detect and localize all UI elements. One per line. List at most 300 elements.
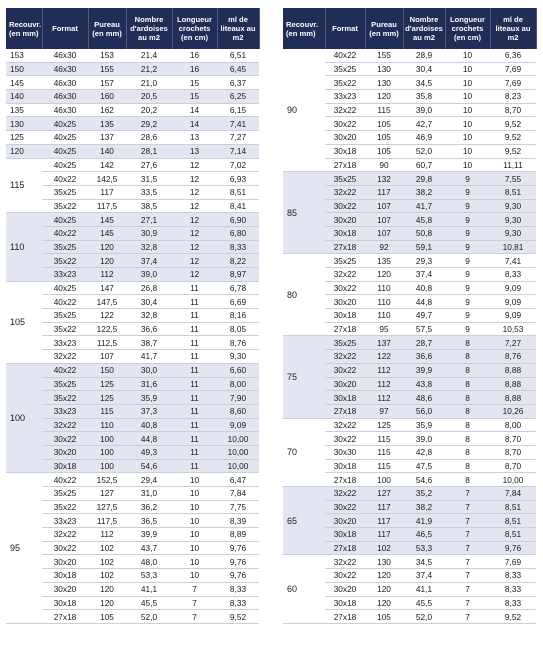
ml-liteaux-cell: 9,30 (490, 213, 536, 227)
format-cell: 35x22 (42, 254, 88, 268)
nombre-ardoises-cell: 41,1 (403, 582, 445, 596)
nombre-ardoises-cell: 53,3 (126, 569, 172, 583)
ml-liteaux-cell: 8,33 (490, 596, 536, 610)
ml-liteaux-cell: 8,23 (490, 90, 536, 104)
pureau-cell: 102 (88, 569, 126, 583)
nombre-ardoises-cell: 46,9 (403, 131, 445, 145)
format-cell: 27x18 (325, 158, 365, 172)
recouvrement-cell: 95 (6, 473, 42, 624)
format-cell: 27x18 (325, 404, 365, 418)
format-cell: 46x30 (42, 62, 88, 76)
ml-liteaux-cell: 8,51 (490, 500, 536, 514)
slate-table-left (6, 8, 260, 624)
pureau-cell: 100 (365, 473, 403, 487)
recouvrement-cell: 125 (6, 131, 42, 145)
longueur-crochets-cell: 10 (445, 103, 490, 117)
header-recouvrement: Recouvr. (en mm) (283, 8, 325, 49)
nombre-ardoises-cell: 30,0 (126, 363, 172, 377)
longueur-crochets-cell: 10 (445, 76, 490, 90)
longueur-crochets-cell: 7 (445, 541, 490, 555)
header-longueur-crochets: Longueur crochets (en cm) (445, 8, 490, 49)
longueur-crochets-cell: 11 (172, 391, 217, 405)
pureau-cell: 120 (88, 582, 126, 596)
ml-liteaux-cell: 9,76 (217, 569, 259, 583)
nombre-ardoises-cell: 45,5 (126, 596, 172, 610)
nombre-ardoises-cell: 54,6 (403, 473, 445, 487)
nombre-ardoises-cell: 33,5 (126, 185, 172, 199)
format-cell: 33x23 (42, 514, 88, 528)
pureau-cell: 120 (365, 90, 403, 104)
ml-liteaux-cell: 7,27 (490, 336, 536, 350)
pureau-cell: 120 (88, 596, 126, 610)
longueur-crochets-cell: 7 (445, 487, 490, 501)
ml-liteaux-cell: 7,69 (490, 62, 536, 76)
table-row (283, 336, 536, 350)
ml-liteaux-cell: 9,76 (490, 541, 536, 555)
recouvrement-cell: 90 (283, 49, 325, 172)
format-cell: 33x23 (325, 90, 365, 104)
format-cell: 30x22 (42, 541, 88, 555)
longueur-crochets-cell: 9 (445, 199, 490, 213)
table-row (6, 582, 259, 596)
nombre-ardoises-cell: 59,1 (403, 240, 445, 254)
format-cell: 32x22 (325, 350, 365, 364)
pureau-cell: 122,5 (88, 322, 126, 336)
nombre-ardoises-cell: 29,8 (403, 172, 445, 186)
longueur-crochets-cell: 8 (445, 473, 490, 487)
pureau-cell: 153 (88, 49, 126, 62)
format-cell: 40x22 (42, 172, 88, 186)
nombre-ardoises-cell: 49,3 (126, 445, 172, 459)
format-cell: 30x20 (325, 514, 365, 528)
format-cell: 30x22 (325, 500, 365, 514)
format-cell: 35x25 (325, 62, 365, 76)
nombre-ardoises-cell: 32,8 (126, 240, 172, 254)
table-row (283, 254, 536, 268)
ml-liteaux-cell: 9,30 (217, 350, 259, 364)
ml-liteaux-cell: 7,41 (217, 117, 259, 131)
ml-liteaux-cell: 8,89 (217, 528, 259, 542)
ml-liteaux-cell: 8,70 (490, 103, 536, 117)
nombre-ardoises-cell: 36,2 (126, 500, 172, 514)
ml-liteaux-cell: 10,00 (490, 473, 536, 487)
nombre-ardoises-cell: 42,7 (403, 117, 445, 131)
format-cell: 35x22 (42, 391, 88, 405)
pureau-cell: 147,5 (88, 295, 126, 309)
pureau-cell: 90 (365, 158, 403, 172)
longueur-crochets-cell: 9 (445, 185, 490, 199)
format-cell: 40x25 (42, 131, 88, 145)
nombre-ardoises-cell: 42,8 (403, 445, 445, 459)
format-cell: 30x20 (325, 213, 365, 227)
pureau-cell: 100 (88, 459, 126, 473)
pureau-cell: 120 (365, 582, 403, 596)
ml-liteaux-cell: 8,60 (217, 404, 259, 418)
ml-liteaux-cell: 8,70 (490, 459, 536, 473)
format-cell: 30x18 (42, 569, 88, 583)
recouvrement-cell: 150 (6, 62, 42, 76)
ml-liteaux-cell: 8,33 (217, 240, 259, 254)
pureau-cell: 125 (88, 377, 126, 391)
nombre-ardoises-cell: 32,8 (126, 309, 172, 323)
format-cell: 46x30 (42, 76, 88, 90)
ml-liteaux-cell: 8,39 (217, 514, 259, 528)
nombre-ardoises-cell: 52,0 (403, 610, 445, 624)
format-cell: 40x22 (42, 226, 88, 240)
table-row (6, 363, 259, 377)
format-cell: 35x22 (42, 500, 88, 514)
header-nombre-ardoises: Nombre d'ardoises au m2 (126, 8, 172, 49)
table-row (6, 49, 259, 62)
pureau-cell: 162 (88, 103, 126, 117)
pureau-cell: 95 (365, 322, 403, 336)
format-cell: 27x18 (325, 240, 365, 254)
pureau-cell: 107 (365, 226, 403, 240)
longueur-crochets-cell: 12 (172, 199, 217, 213)
longueur-crochets-cell: 8 (445, 432, 490, 446)
nombre-ardoises-cell: 41,7 (403, 199, 445, 213)
nombre-ardoises-cell: 38,2 (403, 500, 445, 514)
nombre-ardoises-cell: 39,0 (403, 432, 445, 446)
pureau-cell: 105 (365, 610, 403, 624)
recouvrement-cell: 70 (283, 418, 325, 486)
pureau-cell: 110 (365, 309, 403, 323)
ml-liteaux-cell: 8,88 (490, 391, 536, 405)
header-format: Format (42, 8, 88, 49)
pureau-cell: 115 (365, 445, 403, 459)
pureau-cell: 112 (88, 528, 126, 542)
ml-liteaux-cell: 9,76 (217, 555, 259, 569)
recouvrement-cell: 65 (283, 487, 325, 555)
nombre-ardoises-cell: 45,8 (403, 213, 445, 227)
format-cell: 30x22 (325, 117, 365, 131)
longueur-crochets-cell: 10 (172, 528, 217, 542)
longueur-crochets-cell: 10 (445, 62, 490, 76)
pureau-cell: 120 (365, 596, 403, 610)
table-row (6, 268, 259, 282)
format-cell: 40x25 (42, 213, 88, 227)
longueur-crochets-cell: 12 (172, 213, 217, 227)
format-cell: 30x22 (325, 569, 365, 583)
nombre-ardoises-cell: 38,7 (126, 336, 172, 350)
nombre-ardoises-cell: 52,0 (403, 144, 445, 158)
ml-liteaux-cell: 9,52 (490, 610, 536, 624)
header-pureau: Pureau (en mm) (88, 8, 126, 49)
longueur-crochets-cell: 9 (445, 226, 490, 240)
pureau-cell: 120 (365, 268, 403, 282)
longueur-crochets-cell: 15 (172, 90, 217, 104)
nombre-ardoises-cell: 47,5 (403, 459, 445, 473)
longueur-crochets-cell: 7 (172, 596, 217, 610)
ml-liteaux-cell: 9,52 (217, 610, 259, 624)
header-nombre-ardoises: Nombre d'ardoises au m2 (403, 8, 445, 49)
pureau-cell: 130 (365, 62, 403, 76)
table-row (6, 322, 259, 336)
ml-liteaux-cell: 8,00 (490, 418, 536, 432)
table-row (6, 610, 259, 624)
longueur-crochets-cell: 12 (172, 254, 217, 268)
ml-liteaux-cell: 6,69 (217, 295, 259, 309)
pureau-cell: 135 (88, 117, 126, 131)
longueur-crochets-cell: 10 (445, 90, 490, 104)
longueur-crochets-cell: 8 (445, 377, 490, 391)
longueur-crochets-cell: 9 (445, 322, 490, 336)
nombre-ardoises-cell: 35,9 (126, 391, 172, 405)
nombre-ardoises-cell: 28,9 (403, 49, 445, 62)
nombre-ardoises-cell: 37,4 (126, 254, 172, 268)
format-cell: 30x22 (42, 432, 88, 446)
format-cell: 30x18 (325, 528, 365, 542)
longueur-crochets-cell: 11 (172, 363, 217, 377)
pureau-cell: 102 (88, 541, 126, 555)
nombre-ardoises-cell: 44,8 (403, 295, 445, 309)
pureau-cell: 155 (365, 49, 403, 62)
pureau-cell: 112 (365, 363, 403, 377)
table-row (6, 418, 259, 432)
ml-liteaux-cell: 8,33 (490, 268, 536, 282)
format-cell: 27x18 (42, 610, 88, 624)
ml-liteaux-cell: 7,55 (490, 172, 536, 186)
table-row (6, 336, 259, 350)
table-row (6, 144, 259, 158)
recouvrement-cell: 110 (6, 213, 42, 281)
ml-liteaux-cell: 7,69 (490, 76, 536, 90)
ml-liteaux-cell: 9,52 (490, 117, 536, 131)
header-ml-liteaux: ml de liteaux au m2 (217, 8, 259, 49)
longueur-crochets-cell: 16 (172, 49, 217, 62)
table-row (6, 487, 259, 501)
pureau-cell: 120 (88, 240, 126, 254)
ml-liteaux-cell: 6,15 (217, 103, 259, 117)
format-cell: 40x25 (42, 117, 88, 131)
ml-liteaux-cell: 9,09 (490, 309, 536, 323)
format-cell: 32x22 (325, 555, 365, 569)
longueur-crochets-cell: 7 (445, 569, 490, 583)
longueur-crochets-cell: 7 (172, 582, 217, 596)
longueur-crochets-cell: 11 (172, 322, 217, 336)
pureau-cell: 117 (365, 514, 403, 528)
ml-liteaux-cell: 8,16 (217, 309, 259, 323)
pureau-cell: 97 (365, 404, 403, 418)
nombre-ardoises-cell: 60,7 (403, 158, 445, 172)
pureau-cell: 152,5 (88, 473, 126, 487)
nombre-ardoises-cell: 38,5 (126, 199, 172, 213)
longueur-crochets-cell: 7 (445, 528, 490, 542)
pureau-cell: 112,5 (88, 336, 126, 350)
pureau-cell: 137 (365, 336, 403, 350)
pureau-cell: 112 (365, 391, 403, 405)
longueur-crochets-cell: 13 (172, 144, 217, 158)
pureau-cell: 155 (88, 62, 126, 76)
longueur-crochets-cell: 8 (445, 336, 490, 350)
format-cell: 30x20 (42, 555, 88, 569)
pureau-cell: 132 (365, 172, 403, 186)
longueur-crochets-cell: 8 (445, 418, 490, 432)
ml-liteaux-cell: 6,51 (217, 49, 259, 62)
ml-liteaux-cell: 8,51 (217, 185, 259, 199)
nombre-ardoises-cell: 28,1 (126, 144, 172, 158)
longueur-crochets-cell: 10 (172, 555, 217, 569)
format-cell: 30x20 (325, 295, 365, 309)
nombre-ardoises-cell: 57,5 (403, 322, 445, 336)
ml-liteaux-cell: 9,30 (490, 226, 536, 240)
table-row (6, 569, 259, 583)
ml-liteaux-cell: 7,75 (217, 500, 259, 514)
pureau-cell: 125 (365, 418, 403, 432)
nombre-ardoises-cell: 31,5 (126, 172, 172, 186)
nombre-ardoises-cell: 30,4 (403, 62, 445, 76)
pureau-cell: 117 (365, 528, 403, 542)
format-cell: 30x20 (42, 582, 88, 596)
pureau-cell: 105 (365, 117, 403, 131)
ml-liteaux-cell: 10,00 (217, 445, 259, 459)
longueur-crochets-cell: 13 (172, 131, 217, 145)
longueur-crochets-cell: 8 (445, 391, 490, 405)
pureau-cell: 130 (365, 76, 403, 90)
ml-liteaux-cell: 6,45 (217, 62, 259, 76)
nombre-ardoises-cell: 56,0 (403, 404, 445, 418)
nombre-ardoises-cell: 27,1 (126, 213, 172, 227)
format-cell: 35x25 (42, 377, 88, 391)
header-pureau: Pureau (en mm) (365, 8, 403, 49)
format-cell: 30x18 (325, 144, 365, 158)
pureau-cell: 100 (88, 432, 126, 446)
ml-liteaux-cell: 10,00 (217, 459, 259, 473)
pureau-cell: 122 (365, 350, 403, 364)
longueur-crochets-cell: 11 (172, 336, 217, 350)
longueur-crochets-cell: 9 (445, 268, 490, 282)
table-row (6, 199, 259, 213)
ml-liteaux-cell: 6,25 (217, 90, 259, 104)
ml-liteaux-cell: 8,88 (490, 363, 536, 377)
longueur-crochets-cell: 11 (172, 309, 217, 323)
nombre-ardoises-cell: 36,5 (126, 514, 172, 528)
nombre-ardoises-cell: 34,5 (403, 76, 445, 90)
pureau-cell: 117 (88, 185, 126, 199)
ml-liteaux-cell: 8,41 (217, 199, 259, 213)
table-header (283, 8, 536, 49)
format-cell: 35x25 (42, 309, 88, 323)
longueur-crochets-cell: 10 (445, 49, 490, 62)
longueur-crochets-cell: 8 (445, 404, 490, 418)
ml-liteaux-cell: 6,93 (217, 172, 259, 186)
longueur-crochets-cell: 10 (172, 569, 217, 583)
table-row (283, 49, 536, 62)
longueur-crochets-cell: 10 (172, 541, 217, 555)
nombre-ardoises-cell: 43,8 (403, 377, 445, 391)
format-cell: 30x22 (325, 199, 365, 213)
table-row (6, 350, 259, 364)
ml-liteaux-cell: 8,05 (217, 322, 259, 336)
recouvrement-cell: 145 (6, 76, 42, 90)
ml-liteaux-cell: 7,69 (490, 555, 536, 569)
ml-liteaux-cell: 6,80 (217, 226, 259, 240)
pureau-cell: 110 (365, 281, 403, 295)
pureau-cell: 115 (365, 459, 403, 473)
table-row (6, 500, 259, 514)
table-row (6, 185, 259, 199)
longueur-crochets-cell: 10 (172, 473, 217, 487)
longueur-crochets-cell: 9 (445, 295, 490, 309)
pureau-cell: 110 (365, 295, 403, 309)
header-longueur-crochets: Longueur crochets (en cm) (172, 8, 217, 49)
format-cell: 30x18 (325, 459, 365, 473)
nombre-ardoises-cell: 49,7 (403, 309, 445, 323)
format-cell: 33x23 (42, 336, 88, 350)
recouvrement-cell: 100 (6, 363, 42, 473)
pureau-cell: 130 (365, 555, 403, 569)
format-cell: 46x30 (42, 90, 88, 104)
pureau-cell: 105 (365, 144, 403, 158)
format-cell: 35x22 (42, 322, 88, 336)
recouvrement-cell: 153 (6, 49, 42, 62)
pureau-cell: 135 (365, 254, 403, 268)
pureau-cell: 117,5 (88, 514, 126, 528)
longueur-crochets-cell: 11 (172, 281, 217, 295)
ml-liteaux-cell: 7,02 (217, 158, 259, 172)
ml-liteaux-cell: 11,11 (490, 158, 536, 172)
format-cell: 30x18 (325, 596, 365, 610)
nombre-ardoises-cell: 52,0 (126, 610, 172, 624)
table-row (6, 445, 259, 459)
format-cell: 30x20 (42, 445, 88, 459)
longueur-crochets-cell: 11 (172, 418, 217, 432)
longueur-crochets-cell: 14 (172, 117, 217, 131)
longueur-crochets-cell: 10 (445, 158, 490, 172)
table-row (283, 172, 536, 186)
nombre-ardoises-cell: 37,3 (126, 404, 172, 418)
recouvrement-cell: 115 (6, 158, 42, 213)
table-row (6, 103, 259, 117)
nombre-ardoises-cell: 29,3 (403, 254, 445, 268)
nombre-ardoises-cell: 31,0 (126, 487, 172, 501)
ml-liteaux-cell: 6,78 (217, 281, 259, 295)
format-cell: 35x25 (325, 254, 365, 268)
longueur-crochets-cell: 7 (445, 582, 490, 596)
longueur-crochets-cell: 12 (172, 226, 217, 240)
nombre-ardoises-cell: 36,6 (126, 322, 172, 336)
nombre-ardoises-cell: 39,9 (126, 528, 172, 542)
pureau-cell: 120 (365, 569, 403, 583)
nombre-ardoises-cell: 35,9 (403, 418, 445, 432)
format-cell: 40x22 (325, 49, 365, 62)
nombre-ardoises-cell: 21,2 (126, 62, 172, 76)
format-cell: 30x18 (42, 596, 88, 610)
ml-liteaux-cell: 9,09 (217, 418, 259, 432)
longueur-crochets-cell: 8 (445, 445, 490, 459)
table-row (6, 295, 259, 309)
nombre-ardoises-cell: 41,1 (126, 582, 172, 596)
nombre-ardoises-cell: 40,8 (403, 281, 445, 295)
table-row (6, 158, 259, 172)
ml-liteaux-cell: 8,70 (490, 432, 536, 446)
pureau-cell: 112 (365, 377, 403, 391)
pureau-cell: 112 (88, 268, 126, 282)
pureau-cell: 137 (88, 131, 126, 145)
nombre-ardoises-cell: 35,2 (403, 487, 445, 501)
format-cell: 30x22 (325, 432, 365, 446)
table-body (283, 49, 536, 623)
longueur-crochets-cell: 9 (445, 309, 490, 323)
pureau-cell: 105 (88, 610, 126, 624)
table-row (6, 459, 259, 473)
table-row (6, 254, 259, 268)
table-row (6, 172, 259, 186)
table-row (6, 514, 259, 528)
longueur-crochets-cell: 9 (445, 240, 490, 254)
longueur-crochets-cell: 7 (445, 514, 490, 528)
table-row (6, 528, 259, 542)
